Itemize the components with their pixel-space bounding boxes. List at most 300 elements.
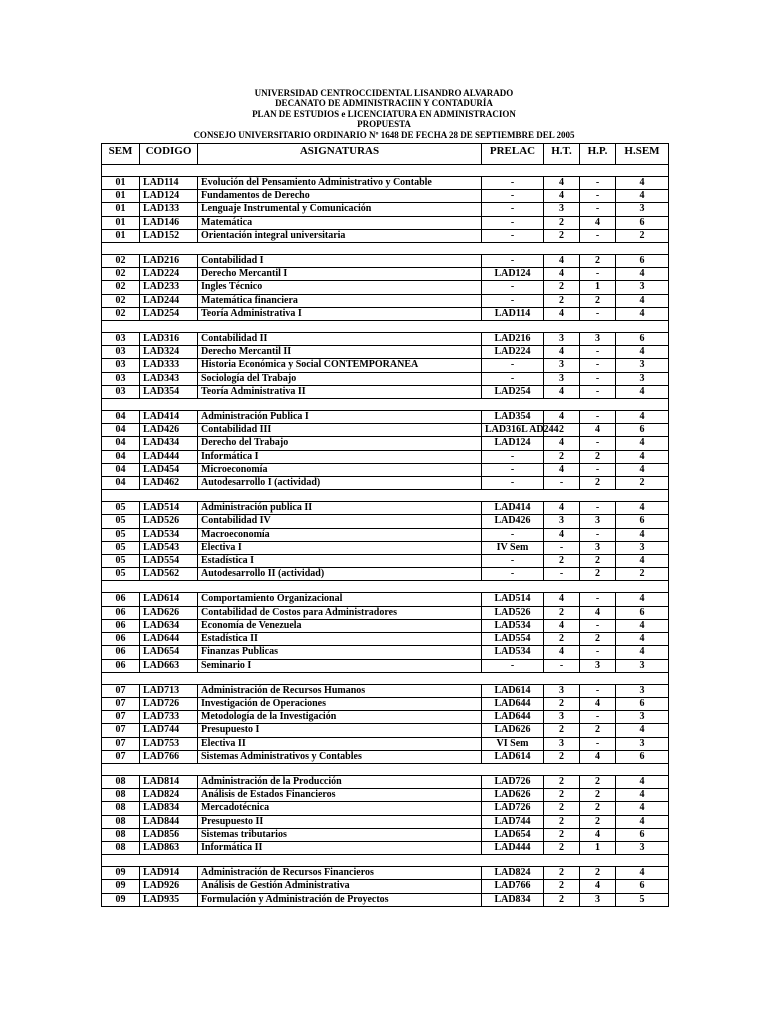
- code-cell: LAD863: [140, 841, 198, 854]
- sem-cell: 05: [102, 502, 140, 515]
- sem-cell: 04: [102, 437, 140, 450]
- prereq-cell: LAD216: [482, 333, 544, 346]
- hp-cell: -: [580, 528, 616, 541]
- sem-cell: 07: [102, 737, 140, 750]
- sem-cell: 08: [102, 775, 140, 788]
- subject-cell: Informática II: [198, 841, 482, 854]
- ht-cell: 2: [544, 633, 580, 646]
- semester-separator: [102, 399, 669, 411]
- hsem-cell: 4: [616, 268, 669, 281]
- sem-cell: 02: [102, 307, 140, 320]
- hp-cell: 2: [580, 775, 616, 788]
- code-cell: LAD814: [140, 775, 198, 788]
- hsem-cell: 4: [616, 646, 669, 659]
- prereq-cell: -: [482, 659, 544, 672]
- table-row: [102, 697, 669, 710]
- code-cell: LAD244: [140, 294, 198, 307]
- subject-cell: Mercadotécnica: [198, 802, 482, 815]
- hsem-cell: 4: [616, 437, 669, 450]
- ht-cell: 2: [544, 802, 580, 815]
- subject-cell: Administración de Recursos Financieros: [198, 867, 482, 880]
- code-cell: LAD434: [140, 437, 198, 450]
- sem-cell: 07: [102, 750, 140, 763]
- hsem-cell: 6: [616, 515, 669, 528]
- hp-cell: 3: [580, 541, 616, 554]
- table-row: [102, 815, 669, 828]
- hsem-cell: 6: [616, 606, 669, 619]
- separator-cell: [102, 672, 669, 684]
- table-row: [102, 333, 669, 346]
- separator-cell: [102, 165, 669, 177]
- ht-cell: 4: [544, 502, 580, 515]
- hsem-cell: 6: [616, 255, 669, 268]
- sem-cell: 05: [102, 515, 140, 528]
- hsem-cell: 3: [616, 684, 669, 697]
- table-row: [102, 775, 669, 788]
- code-cell: LAD614: [140, 593, 198, 606]
- subject-cell: Economía de Venezuela: [198, 619, 482, 632]
- sem-cell: 06: [102, 659, 140, 672]
- table-row: [102, 477, 669, 490]
- document-header: [0, 88, 768, 140]
- hp-cell: -: [580, 463, 616, 476]
- code-cell: LAD233: [140, 281, 198, 294]
- subject-cell: Macroeconomía: [198, 528, 482, 541]
- prereq-cell: LAD644: [482, 697, 544, 710]
- subject-cell: Contabilidad I: [198, 255, 482, 268]
- header-proposal: PROPUESTA: [357, 119, 411, 130]
- ht-cell: 4: [544, 646, 580, 659]
- code-cell: LAD726: [140, 697, 198, 710]
- sem-cell: 03: [102, 346, 140, 359]
- hp-cell: 1: [580, 841, 616, 854]
- subject-cell: Derecho Mercantil I: [198, 268, 482, 281]
- code-cell: LAD426: [140, 424, 198, 437]
- hsem-cell: 3: [616, 841, 669, 854]
- prereq-cell: LAD224: [482, 346, 544, 359]
- code-cell: LAD733: [140, 711, 198, 724]
- sem-cell: 01: [102, 190, 140, 203]
- ht-cell: 4: [544, 190, 580, 203]
- ht-cell: 4: [544, 463, 580, 476]
- hp-cell: 3: [580, 893, 616, 906]
- sem-cell: 09: [102, 867, 140, 880]
- prereq-cell: -: [482, 555, 544, 568]
- prereq-cell: -: [482, 203, 544, 216]
- sem-cell: 04: [102, 477, 140, 490]
- subject-cell: Sociología del Trabajo: [198, 372, 482, 385]
- sem-cell: 08: [102, 815, 140, 828]
- subject-cell: Presupuesto II: [198, 815, 482, 828]
- prereq-cell: VI Sem: [482, 737, 544, 750]
- table-row: [102, 724, 669, 737]
- sem-cell: 05: [102, 528, 140, 541]
- semester-separator: [102, 490, 669, 502]
- hp-cell: -: [580, 385, 616, 398]
- hp-cell: 4: [580, 606, 616, 619]
- hp-cell: -: [580, 502, 616, 515]
- hsem-cell: 6: [616, 216, 669, 229]
- code-cell: LAD354: [140, 385, 198, 398]
- ht-cell: 2: [544, 216, 580, 229]
- prereq-cell: -: [482, 568, 544, 581]
- hsem-cell: 3: [616, 659, 669, 672]
- sem-cell: 03: [102, 372, 140, 385]
- code-cell: LAD414: [140, 411, 198, 424]
- prereq-cell: -: [482, 216, 544, 229]
- subject-cell: Comportamiento Organizacional: [198, 593, 482, 606]
- sem-cell: 01: [102, 203, 140, 216]
- hsem-cell: 3: [616, 203, 669, 216]
- subject-cell: Análisis de Estados Financieros: [198, 789, 482, 802]
- hsem-cell: 3: [616, 541, 669, 554]
- ht-cell: 3: [544, 515, 580, 528]
- hsem-cell: 2: [616, 568, 669, 581]
- hp-cell: -: [580, 346, 616, 359]
- hsem-cell: 5: [616, 893, 669, 906]
- subject-cell: Contabilidad III: [198, 424, 482, 437]
- code-cell: LAD834: [140, 802, 198, 815]
- ht-cell: -: [544, 477, 580, 490]
- subject-cell: Metodología de la Investigación: [198, 711, 482, 724]
- semester-separator: [102, 581, 669, 593]
- subject-cell: Administración de la Producción: [198, 775, 482, 788]
- ht-cell: 4: [544, 593, 580, 606]
- table-row: [102, 737, 669, 750]
- table-row: [102, 307, 669, 320]
- ht-cell: 4: [544, 255, 580, 268]
- ht-cell: 2: [544, 724, 580, 737]
- subject-cell: Administración Publica I: [198, 411, 482, 424]
- code-cell: LAD844: [140, 815, 198, 828]
- table-row: [102, 359, 669, 372]
- sem-cell: 01: [102, 177, 140, 190]
- subject-cell: Seminario I: [198, 659, 482, 672]
- hsem-cell: 2: [616, 477, 669, 490]
- subject-cell: Informática I: [198, 450, 482, 463]
- header-university: UNIVERSIDAD CENTROCCIDENTAL LISANDRO ALVARADO: [254, 88, 514, 98]
- hp-cell: 4: [580, 697, 616, 710]
- hsem-cell: 4: [616, 802, 669, 815]
- code-cell: LAD146: [140, 216, 198, 229]
- hsem-cell: 4: [616, 502, 669, 515]
- ht-cell: 4: [544, 177, 580, 190]
- hsem-cell: 6: [616, 697, 669, 710]
- table-body: [102, 165, 669, 907]
- subject-cell: Estadística II: [198, 633, 482, 646]
- sem-cell: 05: [102, 541, 140, 554]
- table-row: [102, 190, 669, 203]
- hp-cell: -: [580, 411, 616, 424]
- col-header-codigo: CODIGO: [140, 144, 198, 165]
- subject-cell: Derecho Mercantil II: [198, 346, 482, 359]
- hsem-cell: 3: [616, 359, 669, 372]
- table-row: [102, 633, 669, 646]
- ht-cell: 2: [544, 828, 580, 841]
- table-row: [102, 828, 669, 841]
- hp-cell: 2: [580, 867, 616, 880]
- code-cell: LAD462: [140, 477, 198, 490]
- prereq-cell: LAD124: [482, 268, 544, 281]
- table-header-row: [102, 144, 669, 165]
- code-cell: LAD333: [140, 359, 198, 372]
- ht-cell: 3: [544, 372, 580, 385]
- ht-cell: 4: [544, 437, 580, 450]
- table-row: [102, 372, 669, 385]
- separator-cell: [102, 763, 669, 775]
- hp-cell: 4: [580, 880, 616, 893]
- ht-cell: 3: [544, 711, 580, 724]
- code-cell: LAD926: [140, 880, 198, 893]
- code-cell: LAD654: [140, 646, 198, 659]
- code-cell: LAD133: [140, 203, 198, 216]
- study-plan-table: [101, 143, 669, 907]
- table-row: [102, 789, 669, 802]
- table-row: [102, 437, 669, 450]
- semester-separator: [102, 321, 669, 333]
- sem-cell: 06: [102, 646, 140, 659]
- code-cell: LAD343: [140, 372, 198, 385]
- sem-cell: 07: [102, 724, 140, 737]
- prereq-cell: LAD514: [482, 593, 544, 606]
- prereq-cell: LAD654: [482, 828, 544, 841]
- table-row: [102, 502, 669, 515]
- ht-cell: 2: [544, 450, 580, 463]
- ht-cell: 3: [544, 203, 580, 216]
- code-cell: LAD216: [140, 255, 198, 268]
- prereq-cell: LAD534: [482, 646, 544, 659]
- prereq-cell: LAD554: [482, 633, 544, 646]
- col-header-hsem: H.SEM: [616, 144, 669, 165]
- separator-cell: [102, 399, 669, 411]
- code-cell: LAD324: [140, 346, 198, 359]
- code-cell: LAD534: [140, 528, 198, 541]
- ht-cell: 2: [544, 606, 580, 619]
- table-row: [102, 541, 669, 554]
- semester-separator: [102, 243, 669, 255]
- sem-cell: 04: [102, 411, 140, 424]
- subject-cell: Teoría Administrativa I: [198, 307, 482, 320]
- code-cell: LAD526: [140, 515, 198, 528]
- subject-cell: Orientación integral universitaria: [198, 229, 482, 242]
- code-cell: LAD152: [140, 229, 198, 242]
- hp-cell: 2: [580, 815, 616, 828]
- table-row: [102, 411, 669, 424]
- subject-cell: Evolución del Pensamiento Administrativo y Contable: [198, 177, 482, 190]
- prereq-cell: LAD354: [482, 411, 544, 424]
- code-cell: LAD514: [140, 502, 198, 515]
- ht-cell: 2: [544, 555, 580, 568]
- code-cell: LAD935: [140, 893, 198, 906]
- subject-cell: Lenguaje Instrumental y Comunicación: [198, 203, 482, 216]
- hsem-cell: 3: [616, 737, 669, 750]
- hsem-cell: 6: [616, 424, 669, 437]
- hsem-cell: 4: [616, 177, 669, 190]
- table-row: [102, 450, 669, 463]
- sem-cell: 07: [102, 711, 140, 724]
- header-council: CONSEJO UNIVERSITARIO ORDINARIO Nº 1648 DE FECHA 28 DE SEPTIEMBRE DEL 2005: [193, 129, 575, 140]
- sem-cell: 03: [102, 385, 140, 398]
- prereq-cell: -: [482, 255, 544, 268]
- code-cell: LAD634: [140, 619, 198, 632]
- prereq-cell: LAD426: [482, 515, 544, 528]
- hsem-cell: 4: [616, 593, 669, 606]
- code-cell: LAD562: [140, 568, 198, 581]
- separator-cell: [102, 321, 669, 333]
- hsem-cell: 4: [616, 619, 669, 632]
- hp-cell: -: [580, 684, 616, 697]
- prereq-cell: LAD124: [482, 437, 544, 450]
- subject-cell: Derecho del Trabajo: [198, 437, 482, 450]
- ht-cell: 2: [544, 775, 580, 788]
- code-cell: LAD224: [140, 268, 198, 281]
- hp-cell: 2: [580, 555, 616, 568]
- sem-cell: 03: [102, 359, 140, 372]
- hsem-cell: 6: [616, 750, 669, 763]
- table-row: [102, 606, 669, 619]
- sem-cell: 01: [102, 229, 140, 242]
- hp-cell: -: [580, 359, 616, 372]
- hp-cell: -: [580, 307, 616, 320]
- ht-cell: 2: [544, 424, 580, 437]
- hsem-cell: 4: [616, 307, 669, 320]
- col-header-prelac: PRELAC: [482, 144, 544, 165]
- semester-separator: [102, 672, 669, 684]
- subject-cell: Finanzas Publicas: [198, 646, 482, 659]
- prereq-cell: -: [482, 359, 544, 372]
- table-row: [102, 750, 669, 763]
- hp-cell: -: [580, 437, 616, 450]
- subject-cell: Administración publica II: [198, 502, 482, 515]
- table-row: [102, 229, 669, 242]
- separator-cell: [102, 490, 669, 502]
- prereq-cell: -: [482, 229, 544, 242]
- hp-cell: -: [580, 190, 616, 203]
- hp-cell: -: [580, 229, 616, 242]
- sem-cell: 02: [102, 281, 140, 294]
- prereq-cell: -: [482, 190, 544, 203]
- prereq-cell: LAD444: [482, 841, 544, 854]
- table-row: [102, 463, 669, 476]
- hp-cell: 1: [580, 281, 616, 294]
- subject-cell: Estadística I: [198, 555, 482, 568]
- prereq-cell: -: [482, 372, 544, 385]
- sem-cell: 08: [102, 789, 140, 802]
- code-cell: LAD663: [140, 659, 198, 672]
- subject-cell: Análisis de Gestión Administrativa: [198, 880, 482, 893]
- table-row: [102, 281, 669, 294]
- hsem-cell: 3: [616, 372, 669, 385]
- hp-cell: 3: [580, 333, 616, 346]
- semester-separator: [102, 165, 669, 177]
- hsem-cell: 4: [616, 633, 669, 646]
- subject-cell: Autodesarrollo I (actividad): [198, 477, 482, 490]
- table-row: [102, 555, 669, 568]
- prereq-cell: LAD534: [482, 619, 544, 632]
- code-cell: LAD254: [140, 307, 198, 320]
- prereq-cell: LAD614: [482, 750, 544, 763]
- table-row: [102, 346, 669, 359]
- sem-cell: 05: [102, 555, 140, 568]
- table-row: [102, 424, 669, 437]
- code-cell: LAD753: [140, 737, 198, 750]
- col-header-hp: H.P.: [580, 144, 616, 165]
- sem-cell: 06: [102, 593, 140, 606]
- hp-cell: -: [580, 593, 616, 606]
- hp-cell: -: [580, 646, 616, 659]
- hsem-cell: 4: [616, 724, 669, 737]
- prereq-cell: LAD526: [482, 606, 544, 619]
- ht-cell: 2: [544, 789, 580, 802]
- ht-cell: 3: [544, 737, 580, 750]
- hp-cell: -: [580, 177, 616, 190]
- subject-cell: Sistemas Administrativos y Contables: [198, 750, 482, 763]
- prereq-cell: LAD414: [482, 502, 544, 515]
- ht-cell: 3: [544, 333, 580, 346]
- code-cell: LAD914: [140, 867, 198, 880]
- prereq-cell: -: [482, 463, 544, 476]
- hp-cell: 4: [580, 828, 616, 841]
- sem-cell: 07: [102, 684, 140, 697]
- subject-cell: Matemática: [198, 216, 482, 229]
- prereq-cell: -: [482, 450, 544, 463]
- hp-cell: 2: [580, 724, 616, 737]
- hsem-cell: 4: [616, 555, 669, 568]
- hsem-cell: 4: [616, 463, 669, 476]
- ht-cell: 2: [544, 880, 580, 893]
- code-cell: LAD626: [140, 606, 198, 619]
- code-cell: LAD543: [140, 541, 198, 554]
- ht-cell: 2: [544, 281, 580, 294]
- code-cell: LAD644: [140, 633, 198, 646]
- prereq-cell: -: [482, 528, 544, 541]
- code-cell: LAD124: [140, 190, 198, 203]
- sem-cell: 06: [102, 619, 140, 632]
- table-row: [102, 177, 669, 190]
- hsem-cell: 2: [616, 229, 669, 242]
- subject-cell: Ingles Técnico: [198, 281, 482, 294]
- subject-cell: Sistemas tributarios: [198, 828, 482, 841]
- prereq-cell: LAD834: [482, 893, 544, 906]
- hsem-cell: 4: [616, 346, 669, 359]
- table-row: [102, 294, 669, 307]
- code-cell: LAD766: [140, 750, 198, 763]
- ht-cell: 4: [544, 307, 580, 320]
- ht-cell: 2: [544, 750, 580, 763]
- table-row: [102, 684, 669, 697]
- header-plan: PLAN DE ESTUDIOS e LICENCIATURA EN ADMINISTRACION: [252, 108, 516, 119]
- hp-cell: 2: [580, 255, 616, 268]
- ht-cell: 2: [544, 697, 580, 710]
- hp-cell: 3: [580, 659, 616, 672]
- code-cell: LAD114: [140, 177, 198, 190]
- hsem-cell: 4: [616, 450, 669, 463]
- hp-cell: 2: [580, 789, 616, 802]
- ht-cell: 2: [544, 815, 580, 828]
- table-row: [102, 802, 669, 815]
- prereq-cell: IV Sem: [482, 541, 544, 554]
- sem-cell: 04: [102, 463, 140, 476]
- hp-cell: -: [580, 619, 616, 632]
- sem-cell: 04: [102, 450, 140, 463]
- table-row: [102, 268, 669, 281]
- sem-cell: 08: [102, 841, 140, 854]
- ht-cell: 3: [544, 359, 580, 372]
- table-row: [102, 203, 669, 216]
- ht-cell: 2: [544, 229, 580, 242]
- ht-cell: -: [544, 541, 580, 554]
- separator-cell: [102, 581, 669, 593]
